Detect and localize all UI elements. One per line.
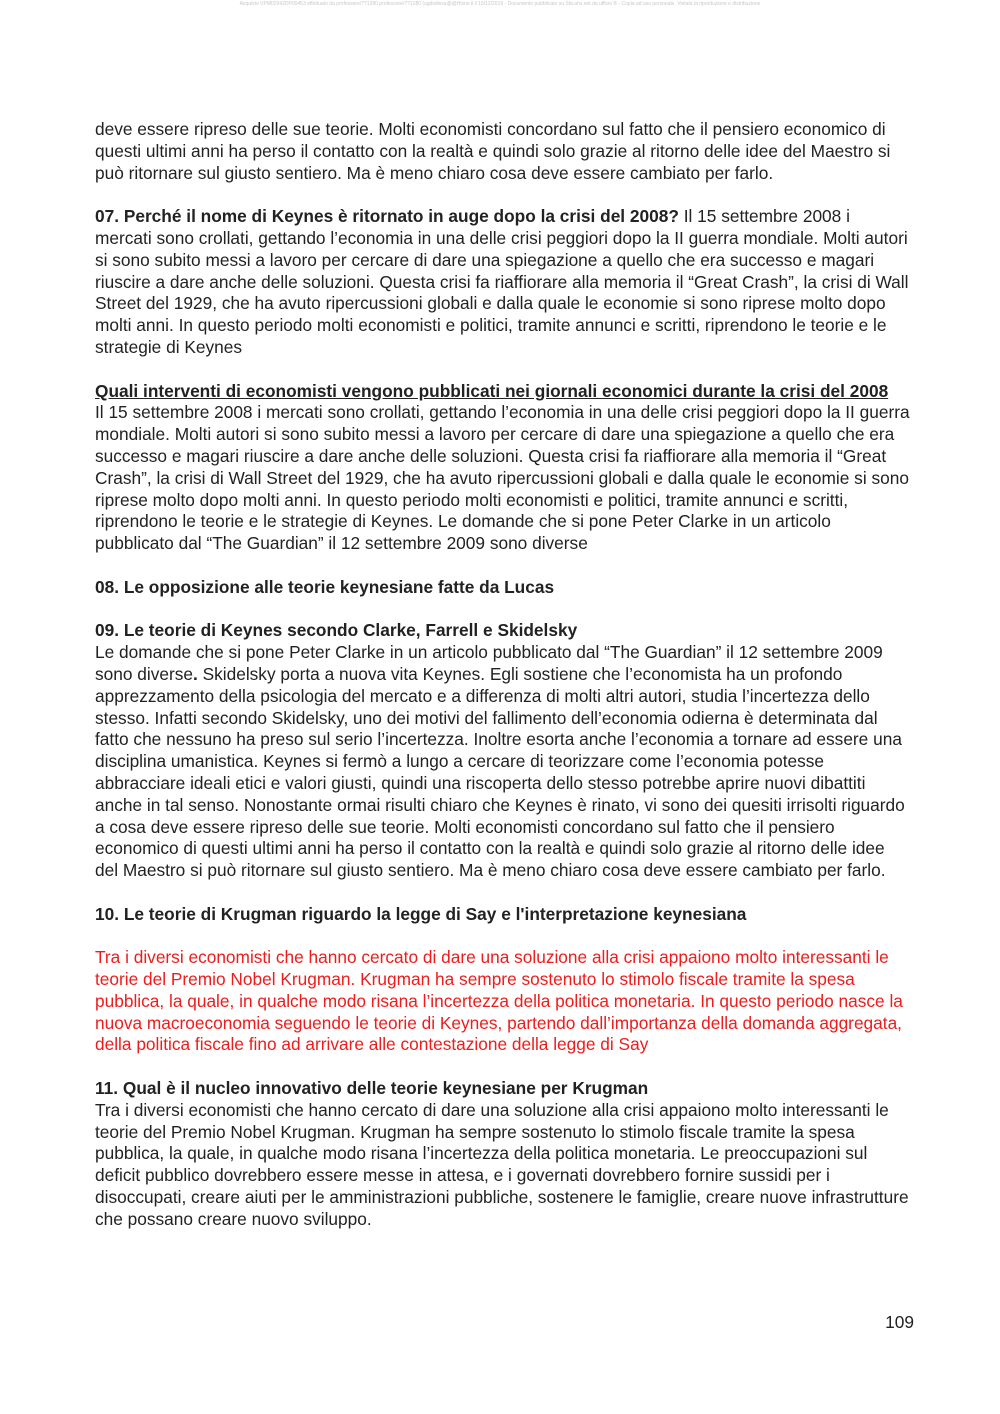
interventi-body: Il 15 settembre 2008 i mercati sono crollati, gettando l’economia in una delle crisi peggiori dopo la II guerra mondiale. Molti autori si sono subito messi a lavoro per cercare di dare una spiegazione a quello che era successo e magari riuscire a dare anche delle soluzioni. Questa crisi fa riaffiorare alla memoria il “Great Crash”, la crisi di Wall Street del 1929, che ha avuto ripercussioni globali e dalla quale le economie si sono riprese molto dopo molti anni. In questo periodo molti economisti e politici, tramite annunci e scritti, riprendono le teorie e le strategie di Keynes. Le domande che si pone Peter Clarke in un articolo pubblicato dal “The Guardian” il 12 settembre 2009 sono diverse <box>95 402 910 554</box>
intro-paragraph: deve essere ripreso delle sue teorie. Molti economisti concordano sul fatto che il pensiero economico di questi ultimi anni ha perso il contatto con la realtà e quindi solo grazie al ritorno delle idee del Maestro si può ritornare sul giusto sentiero. Ma è meno chiaro cosa deve essere cambiato per farlo. <box>95 119 891 183</box>
spacer <box>95 1056 910 1078</box>
spacer <box>95 184 910 206</box>
question-09-body-bold: . <box>192 663 198 684</box>
question-07-heading: 07. Perché il nome di Keynes è ritornato in auge dopo la crisi del 2008? <box>95 206 679 227</box>
question-09-body-part2: Skidelsky porta a nuova vita Keynes. Egli sostiene che l’economista ha un profondo apprezzamento della psicologia del mercato e a differenza di molti altri autori, studia l’incertezza dello stesso. Infatti secondo Skidelsky, uno dei motivi del fallimento dell’economia odierna è determinata dal fatto che nessuno ha preso sul serio l’incertezza. Inoltre esorta anche l’economia a tornare ad essere una disciplina umanistica. Keynes si fermò a lungo a cercare di teorizzare come l’economia potesse abbracciare ideali etici e valori giusti, quindi una riscoperta dello stesso potrebbe aprire nuovi dibattiti anche in tal senso. Nonostante ormai risulti chiaro che Keynes è rinato, vi sono dei quesiti irrisolti riguardo a cosa deve essere ripreso delle sue teorie. Molti economisti concordano sul fatto che il pensiero economico di questi ultimi anni ha perso il contatto con la realtà e quindi solo grazie al ritorno delle idee del Maestro si può ritornare sul giusto sentiero. Ma è meno chiaro cosa deve essere cambiato per farlo. <box>95 663 905 881</box>
question-11-body: Tra i diversi economisti che hanno cercato di dare una soluzione alla crisi appaiono molto interessanti le teorie del Premio Nobel Krugman. Krugman ha sempre sostenuto lo stimolo fiscale tramite la spesa pubblica, la quale, in qualche modo risana l’incertezza della politica monetaria. Le preoccupazioni sul deficit pubblico dovrebbero essere messe in attesa, e i governati dovrebbero fornire sussidi per i disoccupati, creare aiuti per le amministrazioni pubbliche, sostenere le famiglie, creare nuove infrastrutture che possano creare nuovo sviluppo. <box>95 1099 909 1229</box>
question-08-heading: 08. Le opposizione alle teorie keynesiane fatte da Lucas <box>95 576 555 597</box>
question-10-body-red: Tra i diversi economisti che hanno cercato di dare una soluzione alla crisi appaiono molto interessanti le teorie del Premio Nobel Krugman. Krugman ha sempre sostenuto lo stimolo fiscale tramite la spesa pubblica, la quale, in qualche modo risana l’incertezza della politica monetaria. In questo periodo nasce la nuova macroeconomia seguendo le teorie di Keynes, partendo dall’importanza della domanda aggregata, della politica fiscale fino ad arrivare alle contestazione della legge di Say <box>95 947 903 1055</box>
question-07-body: Il 15 settembre 2008 i mercati sono crollati, gettando l’economia in una delle crisi peggiori dopo la II guerra mondiale. Molti autori si sono subito messi a lavoro per cercare di dare una spiegazione a quello che era successo e magari riuscire a dare anche delle soluzioni. Questa crisi fa riaffiorare alla memoria il “Great Crash”, la crisi di Wall Street del 1929, che ha avuto ripercussioni globali e dalla quale le economie si sono riprese molto dopo molti anni. In questo periodo molti economisti e politici, tramite annunci e scritti, riprendono le teorie e le strategie di Keynes <box>95 206 909 357</box>
question-09-heading: 09. Le teorie di Keynes secondo Clarke, Farrell e Skidelsky <box>95 620 578 641</box>
spacer <box>95 882 910 904</box>
question-10-heading: 10. Le teorie di Krugman riguardo la legge di Say e l'interpretazione keynesiana <box>95 903 747 924</box>
question-09-body-part1: Le domande che si pone Peter Clarke in un articolo pubblicato dal “The Guardian” il 12 settembre 2009 sono diverse <box>95 642 883 684</box>
question-11-heading: 11. Qual è il nucleo innovativo delle teorie keynesiane per Krugman <box>95 1078 649 1099</box>
page-content <box>95 119 910 1231</box>
question-07 <box>95 206 910 359</box>
spacer <box>95 925 910 947</box>
spacer <box>95 555 910 577</box>
spacer <box>95 599 910 621</box>
question-09-body <box>95 642 910 882</box>
page-number: 109 <box>885 1312 914 1332</box>
watermark: Acquisto VPM02942DP00453 effettuato da professore/??1280 professore/??1280 (ugdsdwsa@@Hlsno il il 15/12/2019 - Documento pubblicato su Sfa.ahs.net da ufficio ® - Copia ad uso personale. Vietata la riproduzione e distribuzione <box>239 1 761 7</box>
interventi-heading: Quali interventi di economisti vengono pubblicati nei giornali economici durante la crisi del 2008 <box>95 380 889 401</box>
spacer <box>95 359 910 381</box>
